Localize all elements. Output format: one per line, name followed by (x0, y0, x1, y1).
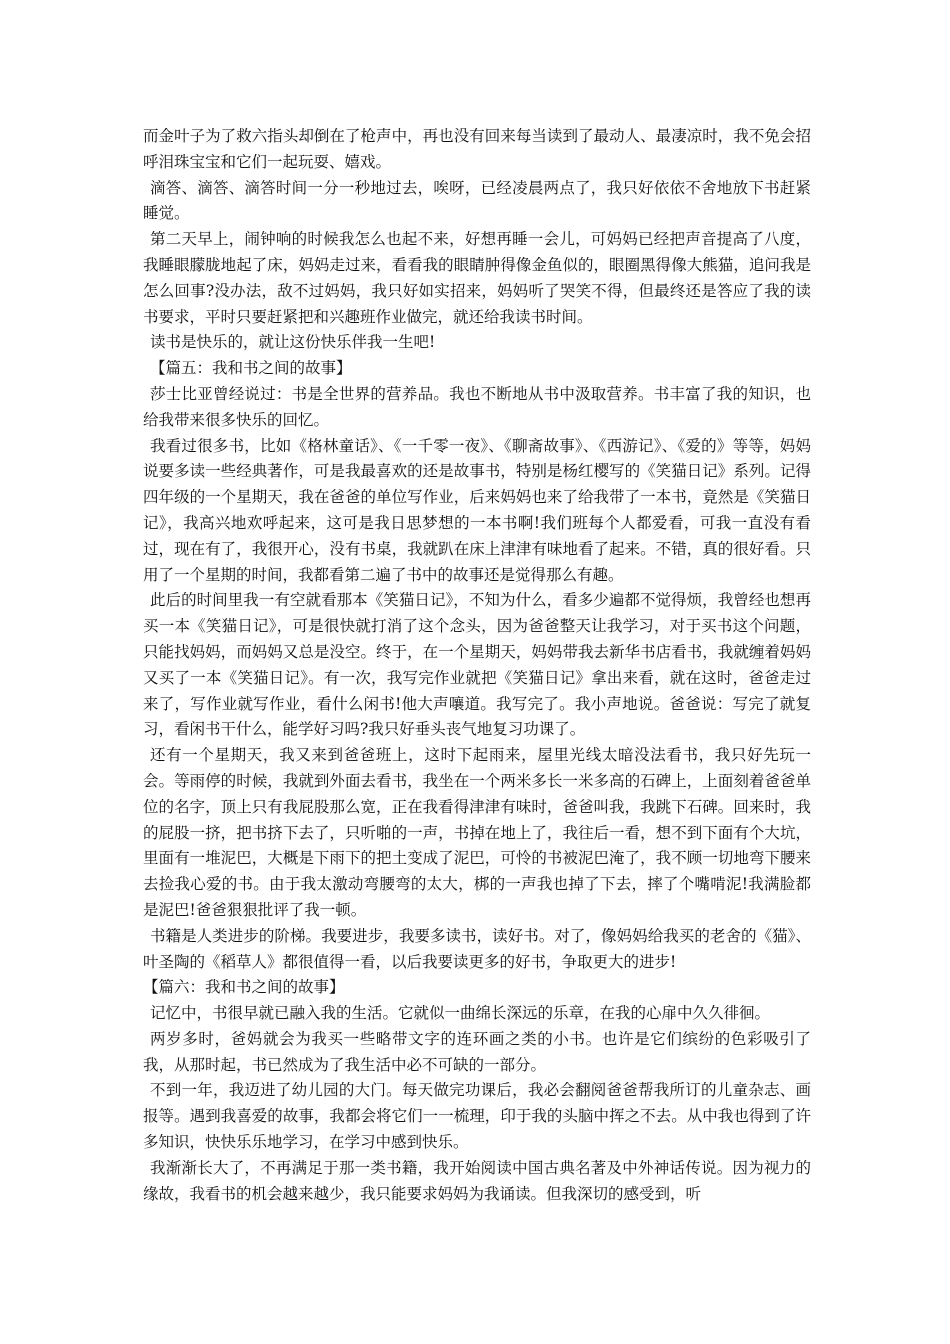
paragraph-13: 我渐渐长大了，不再满足于那一类书籍，我开始阅读中国古典名著及中外神话传说。因为视力的缘故，我看书的机会越来越少，我只能要求妈妈为我诵读。但我深切的感受到，听 (143, 1158, 811, 1203)
paragraph-6: 我看过很多书，比如《格林童话》、《一千零一夜》、《聊斋故事》、《西游记》、《爱的》等等，妈妈说要多读一些经典著作，可是我最喜欢的还是故事书，特别是杨红樱写的《笑猫日记》系列。记得四年级的一个星期天，我在爸爸的单位写作业，后来妈妈也来了给我带了一本书，竟然是《笑猫日记》，我高兴地欢呼起来，这可是我日思梦想的一本书啊!我们班每个人都爱看，可我一直没有看过，现在有了，我很开心，没有书桌，我就趴在床上津津有味地看了起来。不错，真的很好看。只用了一个星期的时间，我都看第二遍了书中的故事还是觉得那么有趣。 (143, 436, 811, 584)
paragraph-2: 滴答、滴答、滴答时间一分一秒地过去，唉呀，已经凌晨两点了，我只好依依不舍地放下书赶紧睡觉。 (143, 178, 811, 223)
paragraph-1: 而金叶子为了救六指头却倒在了枪声中，再也没有回来每当读到了最动人、最凄凉时，我不免会招呼泪珠宝宝和它们一起玩耍、嬉戏。 (143, 127, 811, 171)
paragraph-10: 记忆中，书很早就已融入我的生活。它就似一曲绵长深远的乐章，在我的心扉中久久徘徊。 (149, 1004, 770, 1023)
paragraph-9: 书籍是人类进步的阶梯。我要进步，我要多读书，读好书。对了，像妈妈给我买的老舍的《猫》、叶圣陶的《稻草人》都很值得一看，以后我要读更多的好书，争取更大的进步! (143, 926, 811, 971)
section-heading-5: 【篇五：我和书之间的故事】 (149, 359, 352, 378)
paragraph-8: 还有一个星期天，我又来到爸爸班上，这时下起雨来，屋里光线太暗没法看书，我只好先玩一会。等雨停的时候，我就到外面去看书，我坐在一个两米多长一米多高的石碑上，上面刻着爸爸单位的名字，顶上只有我屁股那么宽，正在我看得津津有味时，爸爸叫我，我跳下石碑。回来时，我的屁股一挤，把书挤下去了，只听啪的一声，书掉在地上了，我往后一看，想不到下面有个大坑，里面有一堆泥巴，大概是下雨下的把土变成了泥巴，可怜的书被泥巴淹了，我不顾一切地弯下腰来去捡我心爱的书。由于我太激动弯腰弯的太大，梆的一声我也掉了下去，摔了个嘴啃泥!我满脸都是泥巴!爸爸狠狠批评了我一顿。 (143, 746, 811, 919)
paragraph-11: 两岁多时，爸妈就会为我买一些略带文字的连环画之类的小书。也许是它们缤纷的色彩吸引了我，从那时起，书已然成为了我生活中必不可缺的一部分。 (143, 1029, 811, 1074)
paragraph-4: 读书是快乐的，就让这份快乐伴我一生吧! (149, 333, 436, 352)
paragraph-3: 第二天早上，闹钟响的时候我怎么也起不来，好想再睡一会儿，可妈妈已经把声音提高了八度，我睡眼朦胧地起了床，妈妈走过来，看看我的眼睛肿得像金鱼似的，眼圈黑得像大熊猫，追问我是怎么回事?没办法，敌不过妈妈，我只好如实招来，妈妈听了哭笑不得，但最终还是答应了我的读书要求，平时只要赶紧把和兴趣班作业做完，就还给我读书时间。 (143, 230, 811, 326)
section-heading-6: 【篇六：我和书之间的故事】 (143, 978, 345, 997)
paragraph-7: 此后的时间里我一有空就看那本《笑猫日记》，不知为什么，看多少遍都不觉得烦，我曾经也想再买一本《笑猫日记》，可是很快就打消了这个念头，因为爸爸整天让我学习，对于买书这个问题，只能找妈妈，而妈妈又总是没空。终于，在一个星期天，妈妈带我去新华书店看书，我就缠着妈妈又买了一本《笑猫日记》。有一次，我写完作业就把《笑猫日记》拿出来看，就在这时，爸爸走过来了，写作业就写作业，看什么闲书!他大声嚷道。我写完了。我小声地说。爸爸说：写完了就复习，看闲书干什么，能学好习吗?我只好垂头丧气地复习功课了。 (143, 591, 811, 739)
document-page (143, 124, 811, 1207)
paragraph-5: 莎士比亚曾经说过：书是全世界的营养品。我也不断地从书中汲取营养。书丰富了我的知识，也给我带来很多快乐的回忆。 (143, 384, 811, 429)
paragraph-12: 不到一年，我迈进了幼儿园的大门。每天做完功课后，我必会翻阅爸爸帮我所订的儿童杂志、画报等。遇到我喜爱的故事，我都会将它们一一梳理，印于我的头脑中挥之不去。从中我也得到了许多知识，快快乐乐地学习，在学习中感到快乐。 (143, 1081, 811, 1152)
